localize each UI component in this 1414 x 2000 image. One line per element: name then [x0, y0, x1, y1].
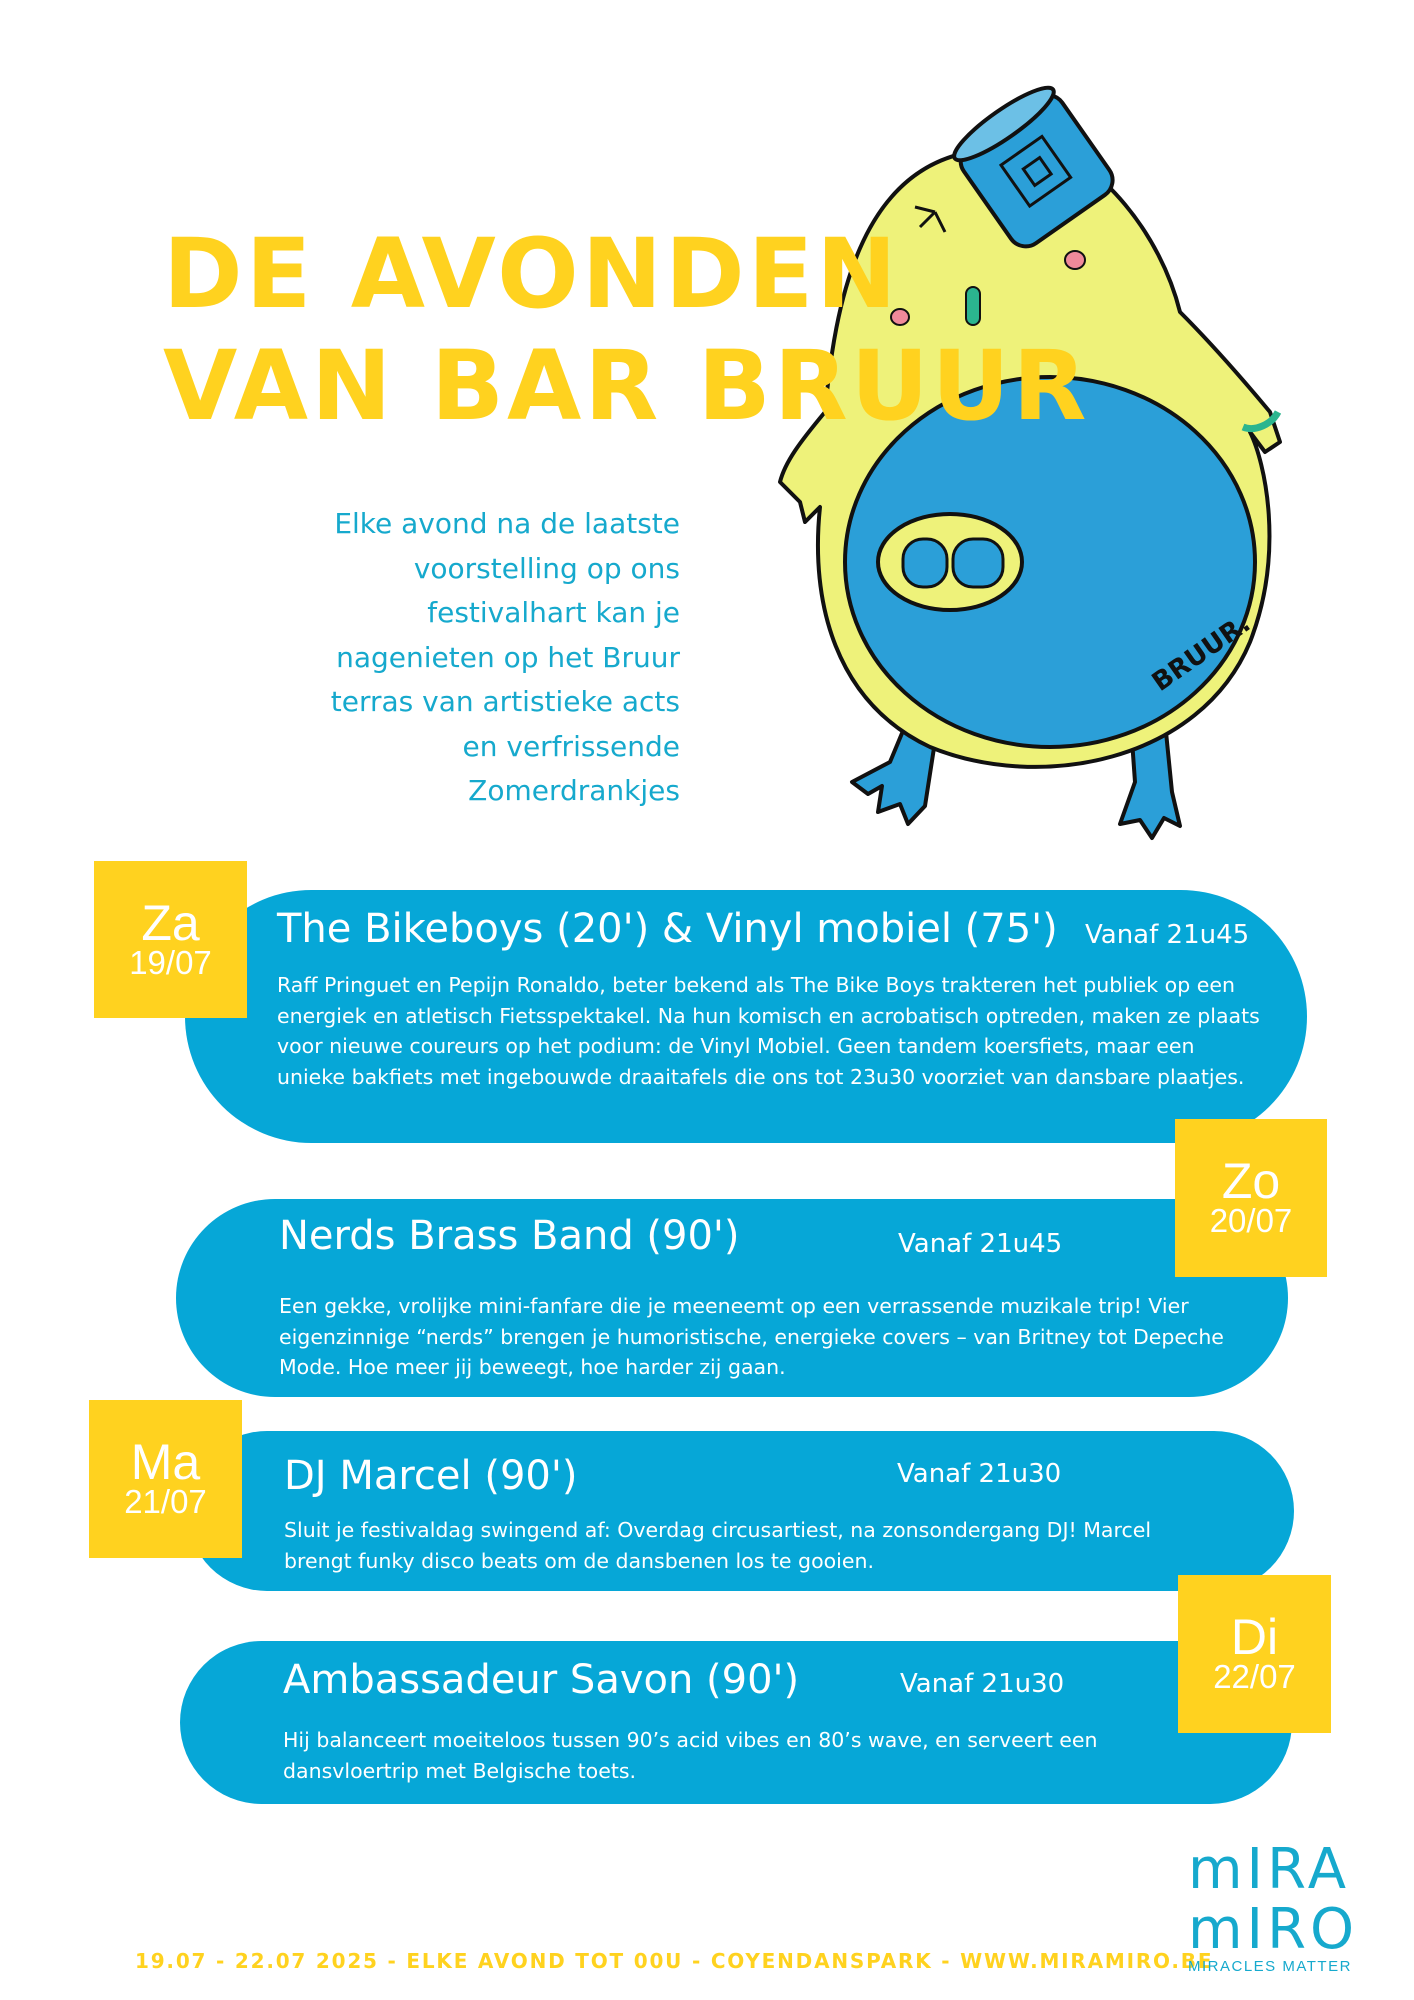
event-date: 19/07 — [129, 944, 212, 981]
event-time: Vanaf 21u30 — [900, 1669, 1065, 1699]
event-time: Vanaf 21u30 — [897, 1459, 1062, 1489]
miramiro-logo-mark — [1188, 1840, 1368, 1955]
logo-line-1: mIRA — [1188, 1840, 1351, 1902]
miramiro-logo — [1188, 1840, 1368, 1980]
page-title — [163, 218, 1090, 442]
logo-tagline: MIRACLES MATTER — [1188, 1958, 1352, 1975]
intro-line: nagenieten op het Bruur — [336, 640, 680, 674]
event-title: DJ Marcel (90') — [284, 1453, 578, 1499]
bruur-mascot-illustration — [740, 82, 1300, 842]
event-time: Vanaf 21u45 — [898, 1229, 1063, 1259]
intro-line: festivalhart kan je — [427, 596, 680, 629]
event-description: Raff Pringuet en Pepijn Ronaldo, beter bekend als The Bike Boys trakteren het publiek op een energiek en atletisch Fietsspektakel. Na hun komisch en acrobatisch optreden, maken ze plaats voor nieuwe coureurs op het podium: de Vinyl Mobiel. Geen tandem koersfiets, maar een unieke bakfiets met ingebouwde draaitafels die ons tot 23u30 voorziet van dansbare plaatjes. — [277, 973, 1260, 1089]
event-date-badge — [1175, 1119, 1327, 1277]
event-description: Sluit je festivaldag swingend af: Overdag circusartiest, na zonsondergang DJ! Marcel brengt funky disco beats om de dansbenen los te gooien. — [284, 1518, 1152, 1573]
event-date-badge — [89, 1400, 242, 1558]
footer-info: 19.07 - 22.07 2025 - ELKE AVOND TOT 00U - COYENDANSPARK - WWW.MIRAMIRO.BE — [135, 1949, 1214, 1973]
event-title: The Bikeboys (20') & Vinyl mobiel (75') — [277, 906, 1058, 952]
event-card — [185, 890, 1307, 1143]
event-description: Een gekke, vrolijke mini-fanfare die je meeneemt op een verrassende muzikale trip! Vier eigenzinnige “nerds” brengen je humoristische, energieke covers – van Britney tot Depeche Mode. Hoe meer jij beweegt, hoe harder zij gaan. — [279, 1294, 1224, 1379]
event-date: 22/07 — [1213, 1658, 1296, 1695]
event-date-badge — [1178, 1575, 1331, 1733]
event-day: Di — [1230, 1609, 1279, 1665]
title-line-2: VAN BAR BRUUR — [163, 330, 1090, 442]
intro-text — [240, 502, 680, 814]
intro-line: Elke avond na de laatste — [334, 507, 680, 540]
event-day: Ma — [130, 1434, 201, 1490]
event-card — [187, 1431, 1294, 1591]
event-date: 21/07 — [124, 1483, 207, 1520]
intro-line: en verfrissende — [462, 729, 680, 763]
event-day: Zo — [1221, 1153, 1281, 1209]
event-title: Ambassadeur Savon (90') — [283, 1657, 800, 1703]
intro-line: voorstelling op ons — [413, 551, 680, 585]
title-line-1: DE AVONDEN — [163, 218, 900, 330]
mascot-label: BRUUR. — [1146, 608, 1257, 698]
logo-line-2: mIRO — [1188, 1897, 1359, 1955]
event-day: Za — [141, 895, 200, 951]
event-title: Nerds Brass Band (90') — [279, 1213, 740, 1259]
event-card — [176, 1199, 1288, 1397]
event-date-badge — [94, 861, 247, 1018]
event-card — [180, 1641, 1292, 1804]
intro-line: Zomerdrankjes — [468, 774, 680, 807]
event-date: 20/07 — [1209, 1202, 1293, 1239]
event-description: Hij balanceert moeiteloos tussen 90’s acid vibes en 80’s wave, en serveert een dansvloertrip met Belgische toets. — [283, 1728, 1098, 1783]
event-time: Vanaf 21u45 — [1085, 920, 1250, 950]
intro-line: terras van artistieke acts — [330, 685, 680, 718]
